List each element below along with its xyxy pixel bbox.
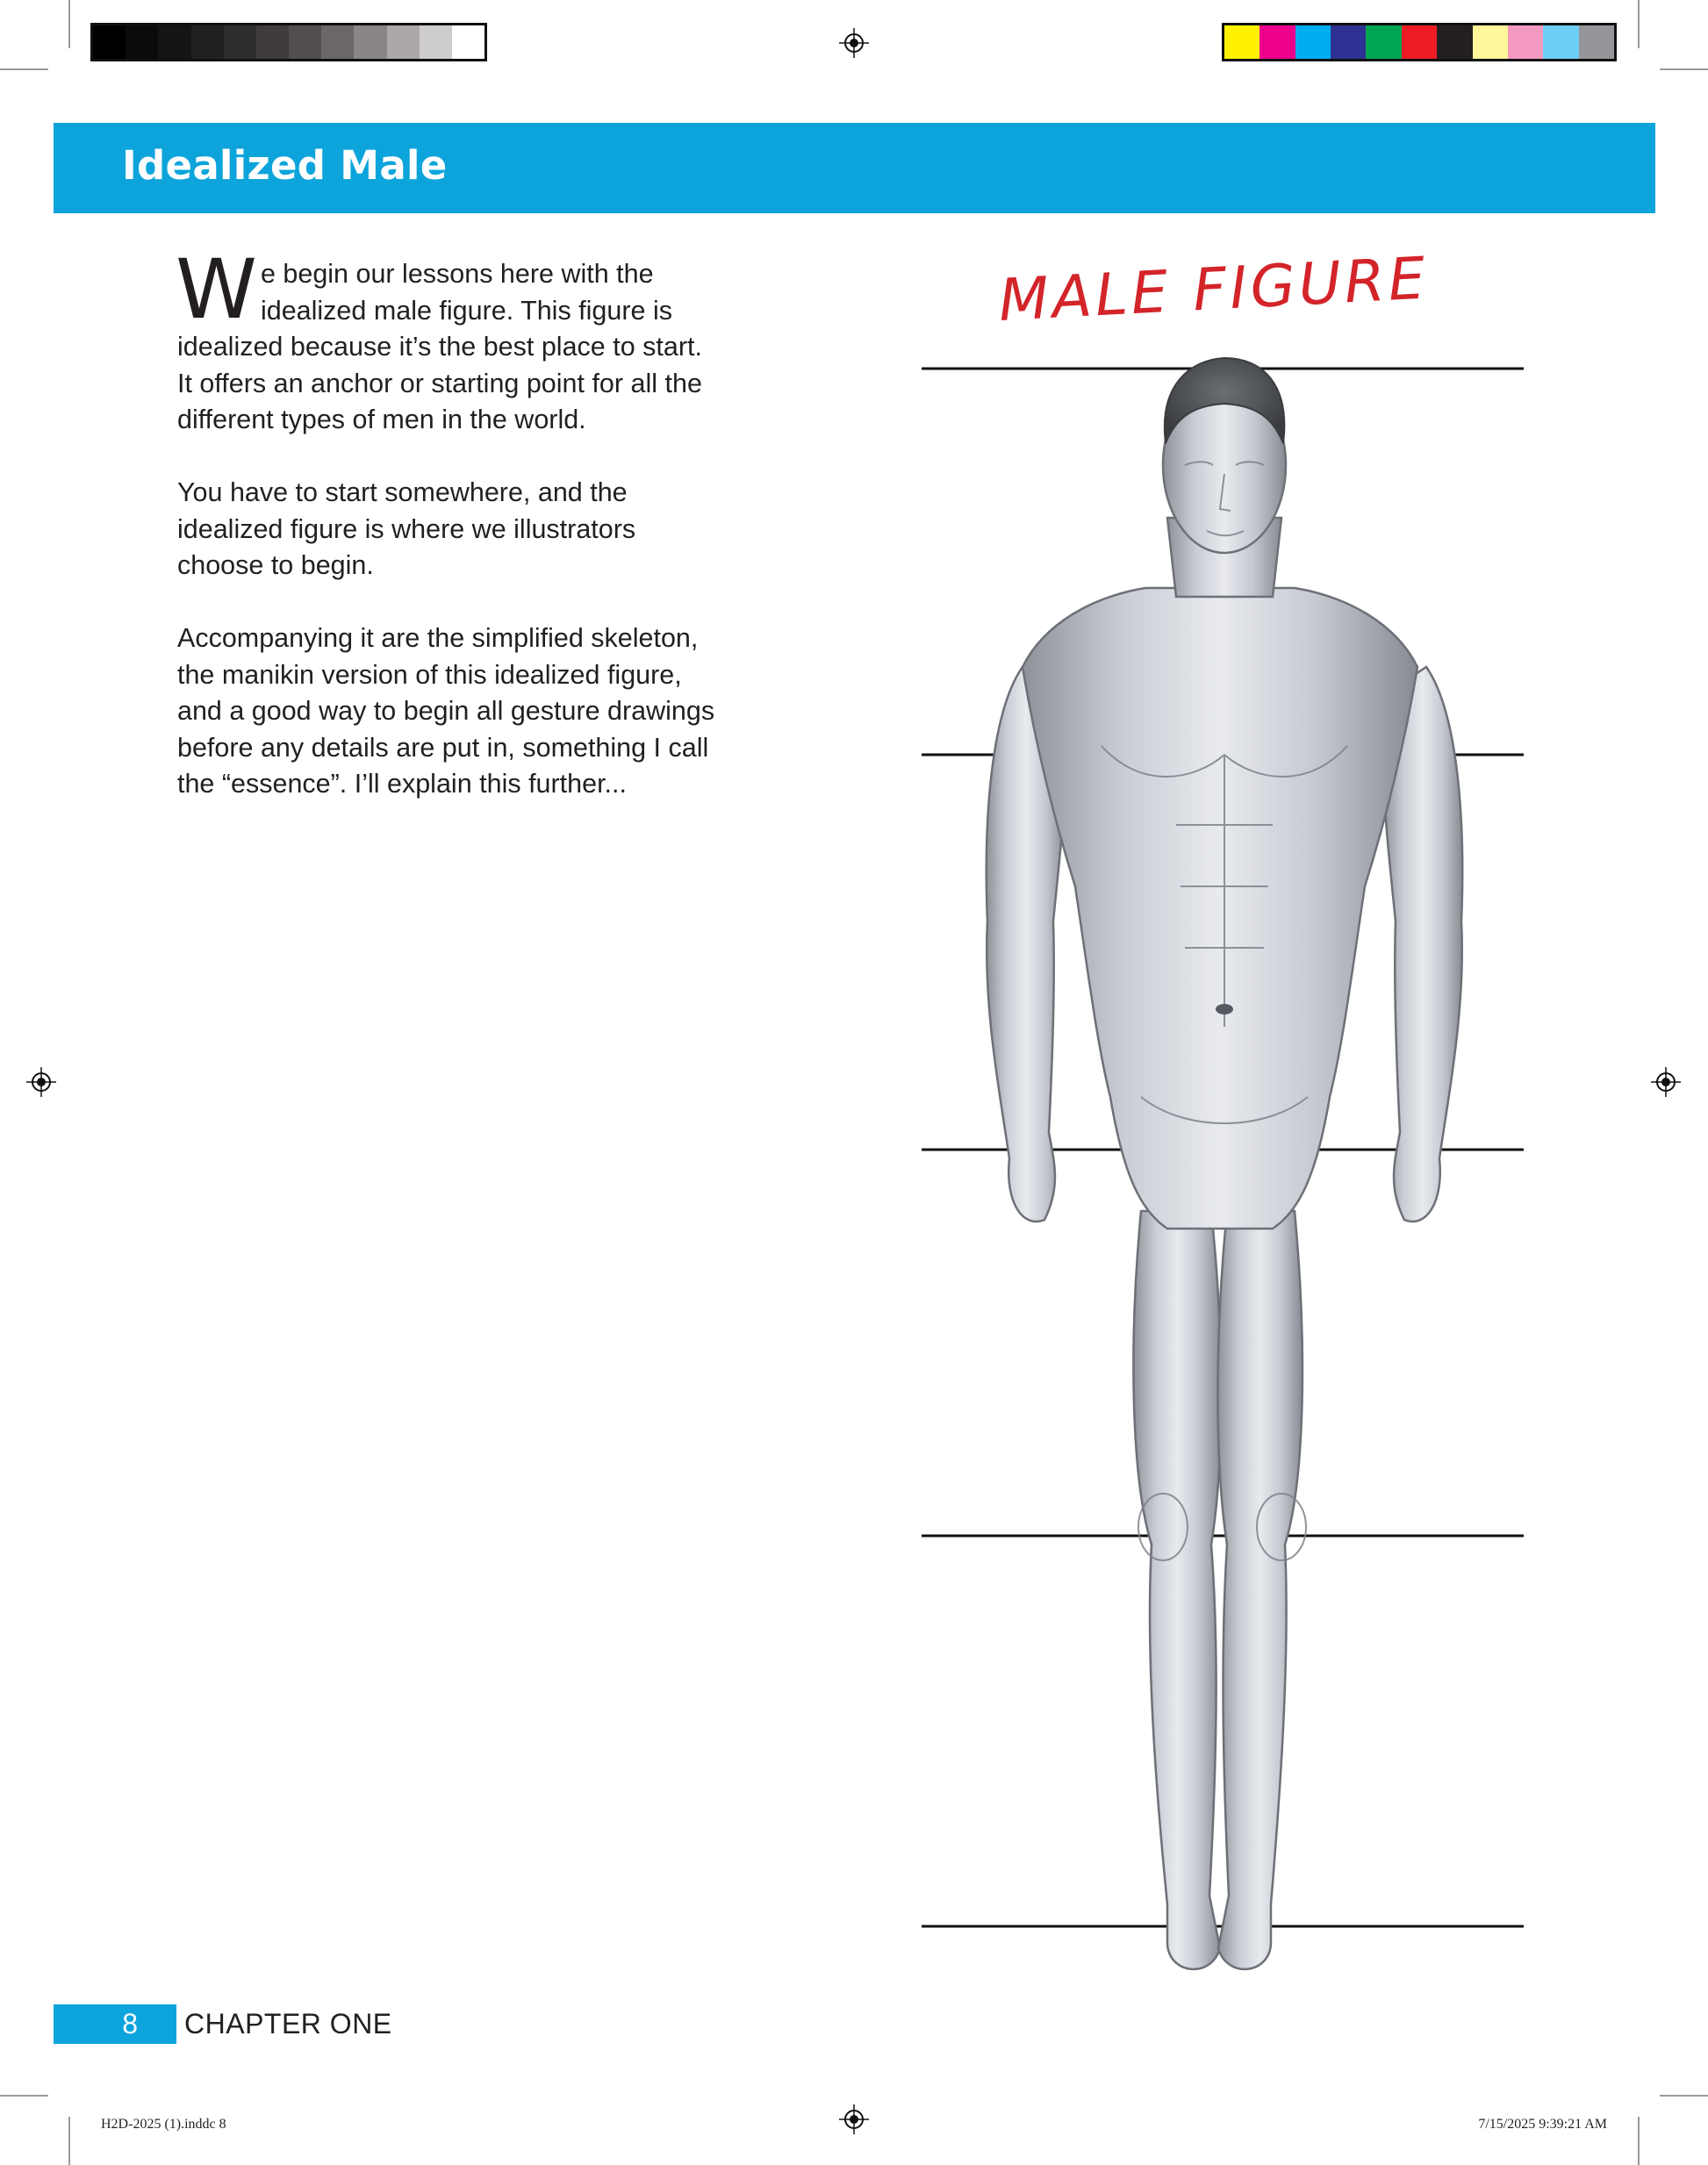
crop-mark	[1638, 2117, 1640, 2165]
crop-mark	[1638, 0, 1640, 48]
figure-label: MALE FIGURE	[996, 244, 1431, 334]
crop-mark	[1660, 68, 1708, 70]
grayscale-color-bar	[90, 23, 487, 61]
color-swatch	[1224, 25, 1259, 59]
male-figure-drawing	[922, 254, 1527, 2018]
color-swatch	[93, 25, 126, 59]
color-swatch	[256, 25, 289, 59]
crop-mark	[68, 2117, 70, 2165]
crop-mark	[68, 0, 70, 48]
color-swatch	[224, 25, 256, 59]
paragraph-text: e begin our lessons here with the idealized male figure. This figure is idealized because it’s the best place to start. It offers an anchor or starting point for all the different types of men in the world.	[177, 259, 702, 434]
title-band	[54, 123, 1655, 213]
color-swatch	[1579, 25, 1614, 59]
body-paragraph: Accompanying it are the simplified skeleton, the manikin version of this idealized figure, and a good way to begin all gesture drawings before any details are put in, something I call the “essence”. I’ll explain this further...	[177, 623, 715, 799]
color-swatch	[1543, 25, 1578, 59]
chapter-label: CHAPTER ONE	[184, 2008, 392, 2040]
color-swatch	[387, 25, 420, 59]
color-swatch	[1508, 25, 1543, 59]
color-swatch	[321, 25, 354, 59]
color-swatch	[452, 25, 484, 59]
color-swatch	[1473, 25, 1508, 59]
color-swatch	[420, 25, 452, 59]
color-swatch	[126, 25, 158, 59]
page-number: 8	[122, 2008, 138, 2040]
color-swatch	[1366, 25, 1401, 59]
color-swatch	[1402, 25, 1437, 59]
crop-mark	[0, 2095, 48, 2097]
color-swatch	[1331, 25, 1366, 59]
color-swatch	[289, 25, 321, 59]
color-swatch	[1437, 25, 1472, 59]
registration-mark-icon	[1651, 1067, 1681, 1097]
slug-file-name: H2D-2025 (1).inddc 8	[101, 2117, 226, 2132]
crop-mark	[0, 68, 48, 70]
color-swatch	[191, 25, 224, 59]
slug-timestamp: 7/15/2025 9:39:21 AM	[1478, 2117, 1607, 2132]
drop-cap: W	[176, 242, 257, 338]
color-swatch	[158, 25, 190, 59]
process-color-bar	[1222, 23, 1617, 61]
crop-mark	[1660, 2095, 1708, 2097]
color-swatch	[1259, 25, 1295, 59]
body-copy	[176, 242, 721, 839]
registration-mark-icon	[839, 2104, 869, 2134]
registration-mark-icon	[26, 1067, 56, 1097]
color-swatch	[354, 25, 386, 59]
figure-illustration	[922, 244, 1527, 2018]
color-swatch	[1295, 25, 1331, 59]
page-number-box	[54, 2004, 176, 2044]
body-paragraph	[176, 242, 721, 439]
body-paragraph: You have to start somewhere, and the idealized figure is where we illustrators choose to begin.	[177, 477, 636, 580]
registration-mark-icon	[839, 28, 869, 58]
page-title: Idealized Male	[122, 142, 448, 189]
